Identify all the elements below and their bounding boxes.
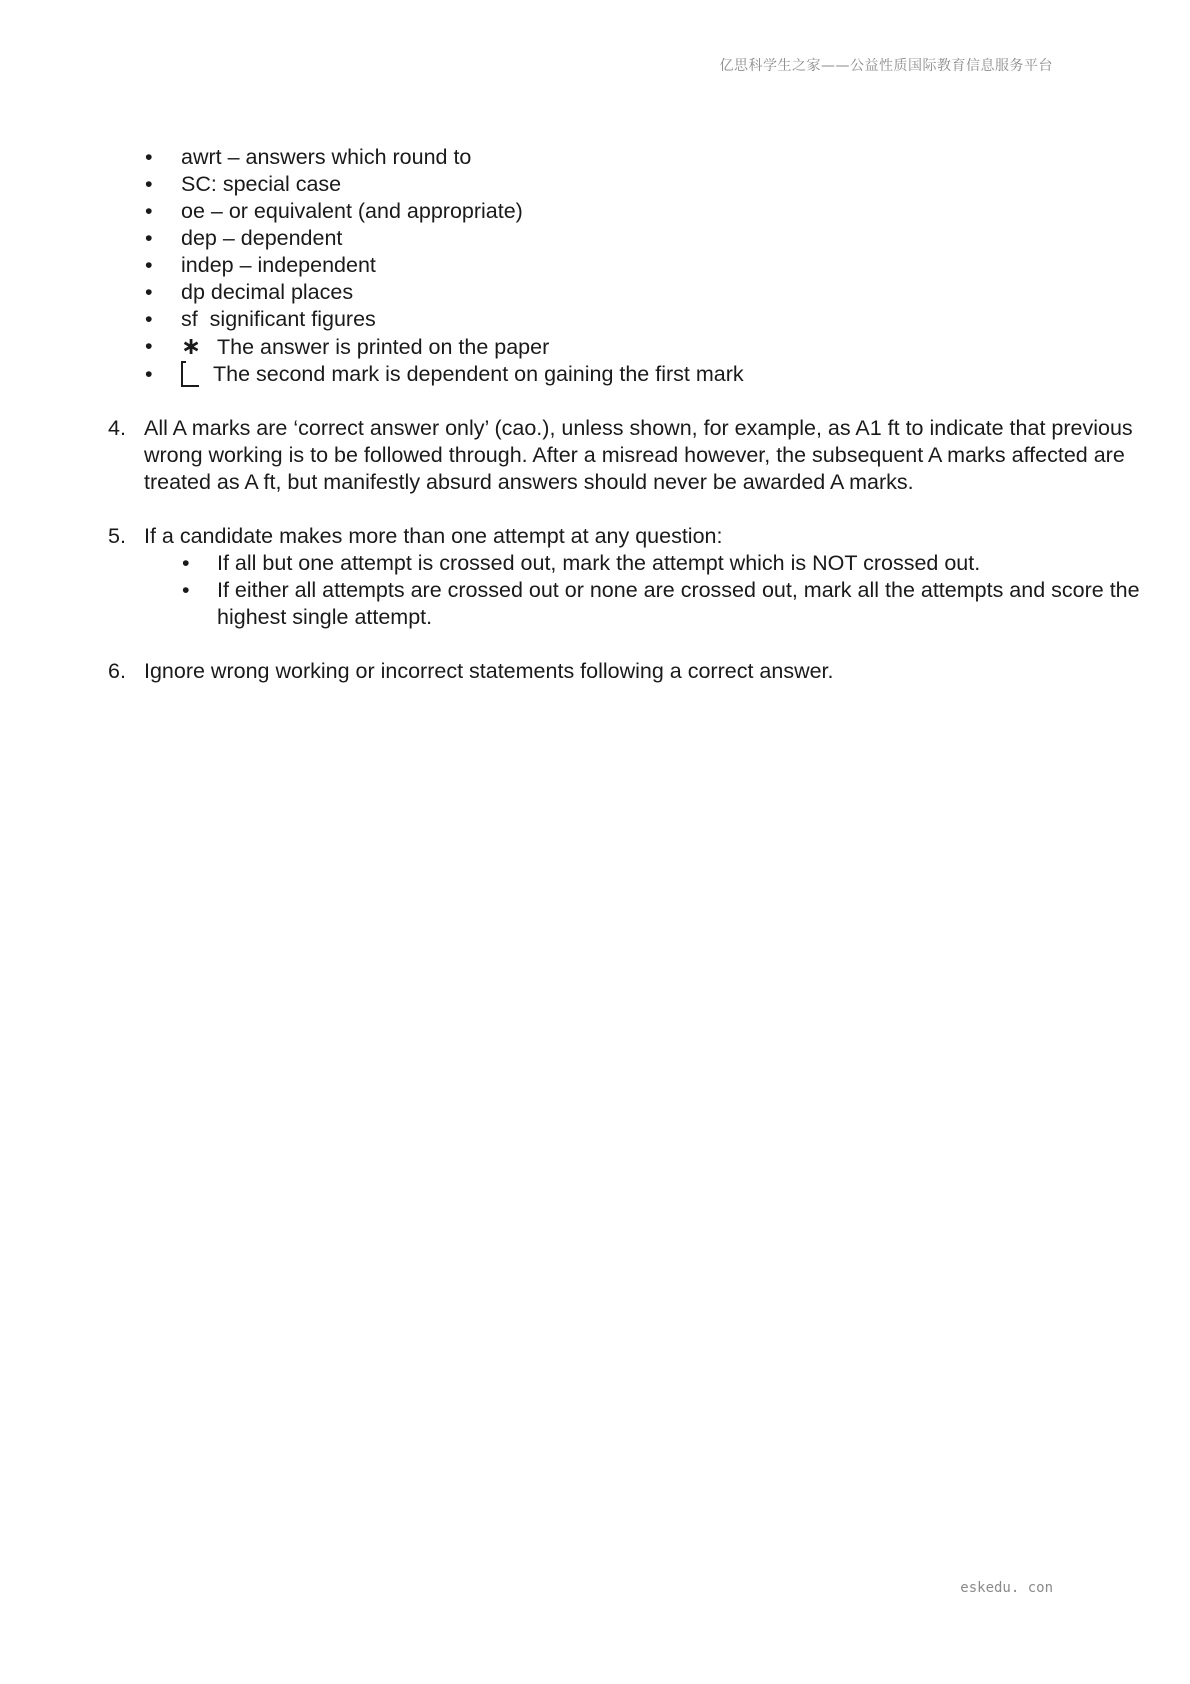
- abbreviation-list: [108, 144, 1148, 388]
- abbreviation-text: The answer is printed on the paper: [217, 335, 550, 359]
- numbered-item-4: [108, 415, 1148, 496]
- abbreviation-text: The second mark is dependent on gaining the first mark: [213, 362, 744, 386]
- list-item: [108, 225, 1148, 252]
- list-item: [108, 252, 1148, 279]
- abbreviation-text: sf significant figures: [181, 307, 376, 331]
- abbreviation-text: dep – dependent: [181, 226, 343, 250]
- mark-scheme-content: [108, 144, 1148, 712]
- bullet: •: [182, 551, 190, 575]
- list-item: [108, 333, 1148, 361]
- sub-item-text: If all but one attempt is crossed out, mark the attempt which is NOT crossed out.: [217, 551, 981, 575]
- abbreviation-text: SC: special case: [181, 172, 342, 196]
- list-item: [108, 306, 1148, 333]
- footer-watermark: eskedu. con: [960, 1580, 1053, 1596]
- sub-item-text: If either all attempts are crossed out or none are crossed out, mark all the attempts and score the highest single attempt.: [217, 578, 1140, 629]
- bracket-icon: [181, 361, 199, 387]
- item-text: If a candidate makes more than one attempt at any question:: [144, 524, 723, 548]
- abbreviation-text: indep – independent: [181, 253, 376, 277]
- numbered-item-6: [108, 658, 1148, 685]
- list-item: [108, 171, 1148, 198]
- list-item: [144, 550, 1148, 577]
- item-number: 4.: [108, 416, 126, 440]
- asterisk-icon: ∗: [181, 333, 202, 360]
- numbered-item-5: [108, 523, 1148, 631]
- bullet: •: [145, 334, 153, 358]
- list-item: [108, 144, 1148, 171]
- abbreviation-text: oe – or equivalent (and appropriate): [181, 199, 523, 223]
- list-item: [144, 577, 1148, 631]
- item-number: 5.: [108, 524, 126, 548]
- bullet: •: [145, 226, 153, 250]
- list-item: [108, 198, 1148, 225]
- bullet: •: [145, 362, 153, 386]
- abbreviation-text: awrt – answers which round to: [181, 145, 472, 169]
- bullet: •: [145, 199, 153, 223]
- list-item: [108, 279, 1148, 306]
- list-item: [108, 361, 1148, 388]
- item-text: All A marks are ‘correct answer only’ (cao.), unless shown, for example, as A1 ft to indicate that previous wrong working is to be followed through. After a misread however, the subsequent A marks affected are treated as A ft, but manifestly absurd answers should never be awarded A marks.: [144, 416, 1133, 494]
- bullet: •: [145, 172, 153, 196]
- bullet: •: [145, 280, 153, 304]
- header-watermark: 亿思科学生之家——公益性质国际教育信息服务平台: [719, 58, 1053, 74]
- bullet: •: [145, 253, 153, 277]
- bullet: •: [182, 578, 190, 602]
- item-number: 6.: [108, 659, 126, 683]
- item-text: Ignore wrong working or incorrect statements following a correct answer.: [144, 659, 834, 683]
- sub-list: [144, 550, 1148, 631]
- bullet: •: [145, 307, 153, 331]
- abbreviation-text: dp decimal places: [181, 280, 354, 304]
- bullet: •: [145, 145, 153, 169]
